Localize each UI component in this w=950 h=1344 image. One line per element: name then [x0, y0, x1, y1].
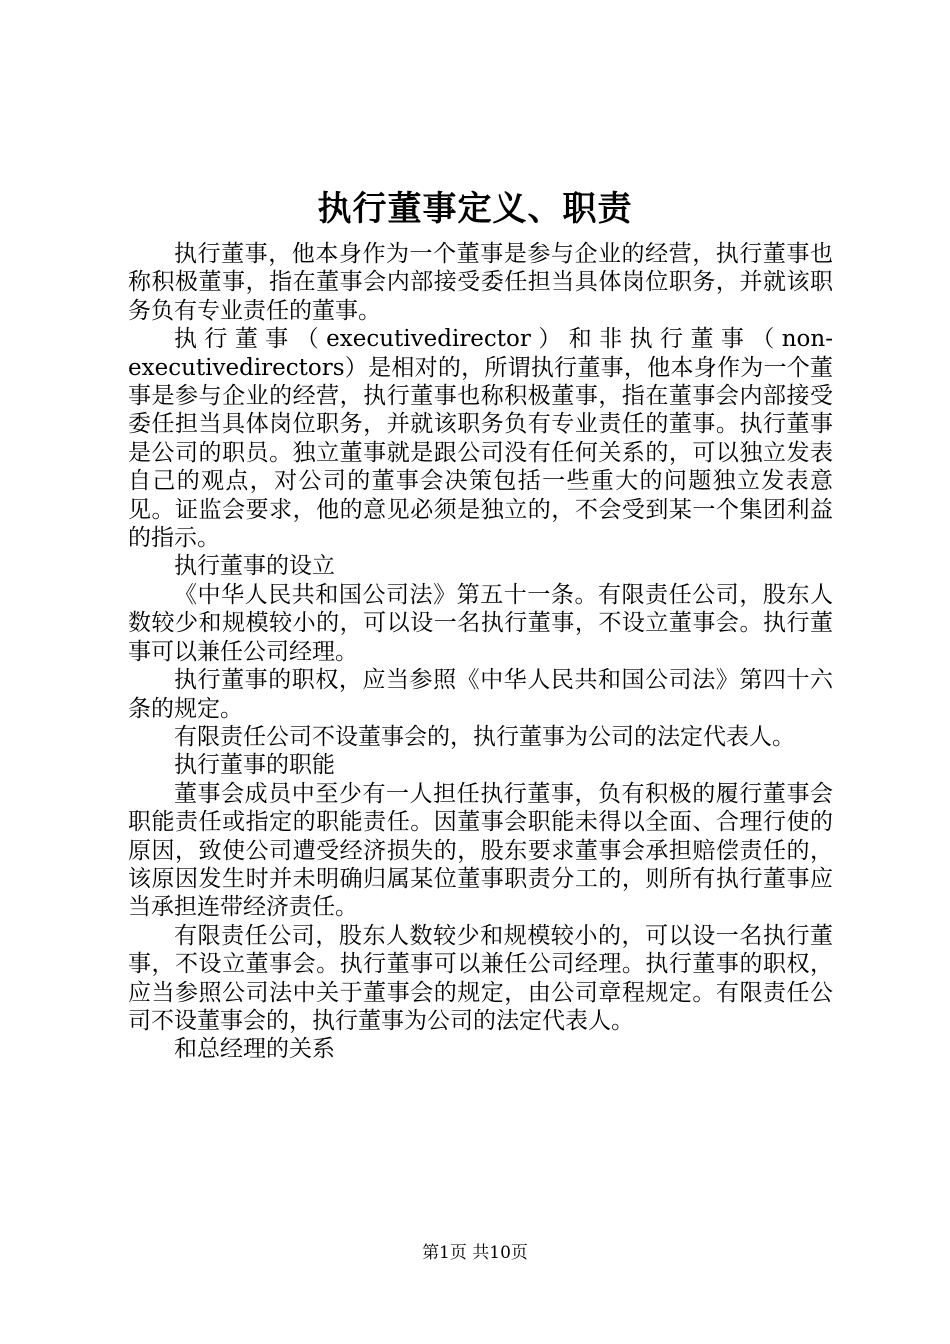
paragraph-company-law-article-51: 《中华人民共和国公司法》第五十一条。有限责任公司，股东人数较少和规模较小的，可以设一名执行董事，不设立董事会。执行董事可以兼任公司经理。 — [128, 581, 833, 665]
page-footer: 第1页 共10页 — [422, 1243, 528, 1263]
section-heading-general-manager: 和总经理的关系 — [174, 1036, 335, 1063]
paragraph-definition: 执行董事，他本身作为一个董事是参与企业的经营，执行董事也称积极董事，指在董事会内部接受委任担当具体岗位职务，并就该职务负有专业责任的董事。 — [128, 241, 833, 324]
document-body — [128, 240, 833, 1064]
paragraph-board-functions: 董事会成员中至少有一人担任执行董事，负有积极的履行董事会职能责任或指定的职能责任。因董事会职能未得以全面、合理行使的原因，致使公司遭受经济损失的，股东要求董事会承担赔偿责任的，该原因发生时并未明确归属某位董事职责分工的，则所有执行董事应当承担连带经济责任。 — [128, 780, 833, 921]
document-title: 执行董事定义、职责 — [317, 189, 633, 229]
section-heading-functions: 执行董事的职能 — [174, 752, 335, 779]
paragraph-limited-company: 有限责任公司，股东人数较少和规模较小的，可以设一名执行董事，不设立董事会。执行董事可以兼任公司经理。执行董事的职权，应当参照公司法中关于董事会的规定，由公司章程规定。有限责任公司不设董事会的，执行董事为公司的法定代表人。 — [128, 922, 833, 1034]
section-heading-establishment: 执行董事的设立 — [174, 553, 335, 580]
paragraph-powers: 执行董事的职权，应当参照《中华人民共和国公司法》第四十六条的规定。 — [128, 667, 833, 722]
paragraph-executive-vs-nonexecutive: 执行董事（executivedirector）和非执行董事（non-executivedirectors）是相对的，所谓执行董事，他本身作为一个董事是参与企业的经营，执行董事也称积极董事，指在董事会内部接受委任担当具体岗位职务，并就该职务负有专业责任的董事。执行董事是公司的职员。独立董事就是跟公司没有任何关系的，可以独立发表自己的观点，对公司的董事会决策包括一些重大的问题独立发表意见。证监会要求，他的意见必须是独立的，不会受到某一个集团利益的指示。 — [128, 326, 833, 552]
paragraph-legal-representative: 有限责任公司不设董事会的，执行董事为公司的法定代表人。 — [174, 723, 795, 750]
